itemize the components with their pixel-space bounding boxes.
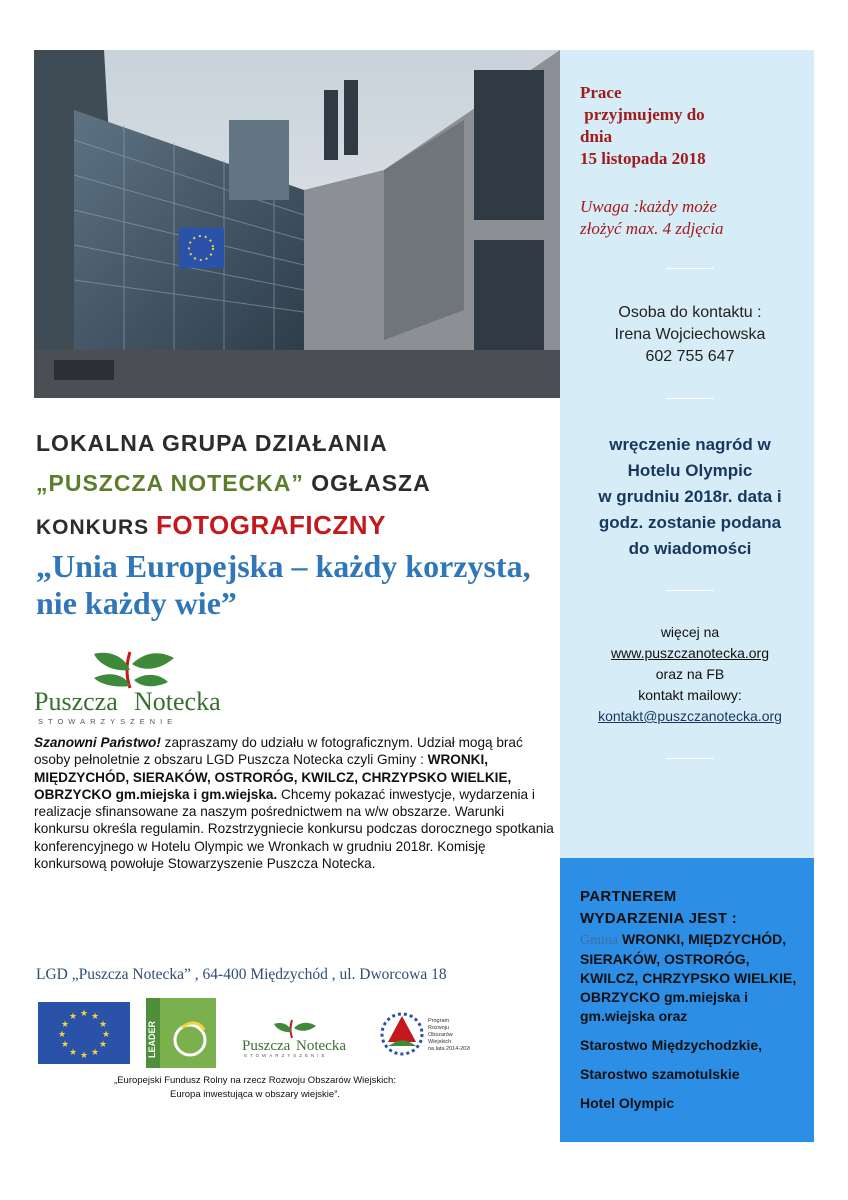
more-info-block xyxy=(574,622,806,727)
more-info-line: więcej na xyxy=(660,624,720,640)
headline-announces: OGŁASZA xyxy=(303,470,431,496)
prow-text: Program xyxy=(428,1018,450,1024)
separator-line xyxy=(666,398,714,399)
deadline-line: Prace xyxy=(580,83,622,102)
small-logo-part2: Notecka xyxy=(296,1038,346,1054)
note-line: złożyć max. 4 zdjęcia xyxy=(580,219,724,238)
more-info-line: oraz na FB xyxy=(655,666,725,682)
svg-text:★: ★ xyxy=(101,1030,111,1040)
headline-contest: KONKURS xyxy=(36,516,157,539)
svg-text:★: ★ xyxy=(79,1009,89,1019)
award-line: godz. zostanie podana xyxy=(598,513,782,532)
prow-text: Rozwoju xyxy=(428,1025,450,1031)
award-line: wręczenie nagród w xyxy=(609,435,771,454)
caption-line: Europa inwestująca w obszary wiejskie”. xyxy=(169,1089,341,1100)
svg-text:★: ★ xyxy=(98,1020,108,1030)
headline-line-2 xyxy=(36,470,431,497)
deadline-notice xyxy=(580,82,800,170)
award-line: Hotelu Olympic xyxy=(627,461,753,480)
more-info-line: kontakt mailowy: xyxy=(638,687,742,703)
svg-text:★: ★ xyxy=(79,1051,89,1061)
award-ceremony-info xyxy=(574,432,806,562)
prow-text: Wiejskich xyxy=(428,1039,452,1045)
partner-item: Starostwo Międzychodzkie, xyxy=(580,1037,763,1053)
svg-text:★: ★ xyxy=(90,1012,100,1022)
separator-line xyxy=(666,268,714,269)
prow-text: Obszarów xyxy=(428,1032,453,1038)
headline-photographic: FOTOGRAFICZNY xyxy=(156,510,386,540)
award-line: w grudniu 2018r. data i xyxy=(598,487,782,506)
caption-line: „Europejski Fundusz Rolny na rzecz Rozwoju Obszarów Wiejskich: xyxy=(114,1075,396,1086)
leader-logo xyxy=(146,998,216,1068)
hero-photo-eu-parliament xyxy=(34,50,560,398)
leader-label: LEADER xyxy=(147,1020,157,1058)
svg-text:★: ★ xyxy=(60,1020,70,1030)
logo-name-part2: Notecka xyxy=(134,687,221,716)
svg-text:★: ★ xyxy=(68,1048,78,1058)
logo-subtitle: STOWARZYSZENIE xyxy=(38,717,178,726)
svg-text:★: ★ xyxy=(68,1012,78,1022)
separator-line xyxy=(666,590,714,591)
contact-label: Osoba do kontaktu : xyxy=(618,304,762,321)
contest-slogan: „Unia Europejska – każdy korzysta, nie każdy wie” xyxy=(36,548,531,621)
submission-limit-note xyxy=(580,196,800,240)
award-line: do wiadomości xyxy=(628,539,752,558)
partner-gminy xyxy=(580,930,802,1026)
svg-text:★: ★ xyxy=(90,1048,100,1058)
note-line: Uwaga :każdy może xyxy=(580,197,717,216)
contact-phone: 602 755 647 xyxy=(645,348,735,365)
eu-flag-logo xyxy=(38,1002,130,1064)
deadline-line: dnia xyxy=(580,127,613,146)
organization-address: LGD „Puszcza Notecka” , 64-400 Międzychód , ul. Dworcowa 18 xyxy=(36,966,447,983)
puszcza-notecka-logo xyxy=(34,644,234,728)
website-link[interactable]: www.puszczanotecka.org xyxy=(611,645,769,661)
headline-line-3 xyxy=(36,510,386,541)
partners-block xyxy=(580,886,802,1113)
deadline-line: 15 listopada 2018 xyxy=(580,149,706,168)
small-logo-subtitle: STOWARZYSZENIE xyxy=(244,1053,328,1058)
contact-block xyxy=(580,302,800,368)
partners-heading: PARTNEREM xyxy=(580,888,677,905)
partner-item: Hotel Olympic xyxy=(580,1095,675,1111)
svg-text:★: ★ xyxy=(57,1030,67,1040)
greeting: Szanowni Państwo! xyxy=(34,735,161,750)
logo-name-part1: Puszcza xyxy=(34,687,118,716)
small-logo-part1: Puszcza xyxy=(242,1038,291,1054)
body-text-1: zapraszamy do udziału w fotograficznym. Udział mogą brać osoby pełnoletnie z obszaru LGD Puszcza Notecka czyli Gminy : xyxy=(34,735,523,768)
body-gminy-list: WRONKI, MIĘDZYCHÓD, SIERAKÓW, OSTRORÓG, KWILCZ, CHRZYPSKO WIELKIE, OBRZYCKO gm.miejska i gm.wiejska. xyxy=(34,752,512,802)
partner-item: Starostwo szamotulskie xyxy=(580,1066,740,1082)
contact-name: Irena Wojciechowska xyxy=(614,326,766,343)
svg-text:★: ★ xyxy=(98,1040,108,1050)
svg-text:★: ★ xyxy=(60,1040,70,1050)
invitation-body-text xyxy=(34,734,554,872)
body-text-2: Chcemy pokazać inwestycje, wydarzenia i realizacje sfinansowane za naszym pośrednictwem na w/w obszarze. Warunki konkursu określa regulamin. Rozstrzygniecie konkursu podczas dorocznego spotkania konferencyjnego w Hotelu Olympic we Wronkach w grudniu 2018r. Komisję konkursową powołuje Stowarzyszenie Puszcza Notecka. xyxy=(34,786,554,872)
headline-line-1: LOKALNA GRUPA DZIAŁANIA xyxy=(36,430,388,456)
deadline-line: przyjmujemy do xyxy=(580,105,705,124)
email-link[interactable]: kontakt@puszczanotecka.org xyxy=(598,708,782,724)
puszcza-notecka-small-logo xyxy=(240,1018,352,1058)
eafrd-caption xyxy=(60,1074,450,1102)
headline-org-name: „PUSZCZA NOTECKA” xyxy=(36,470,304,496)
gmina-names: WRONKI, MIĘDZYCHÓD, SIERAKÓW, OSTRORÓG, KWILCZ, CHRZYPSKO WIELKIE, OBRZYCKO gm.miejska i gm.wiejska oraz xyxy=(580,931,797,1024)
partners-heading: WYDARZENIA JEST : xyxy=(580,910,738,927)
separator-line xyxy=(666,758,714,759)
prow-program-logo xyxy=(378,1002,470,1066)
gmina-word: Gmina xyxy=(580,933,619,948)
prow-text: na lata 2014-2020 xyxy=(428,1046,470,1052)
